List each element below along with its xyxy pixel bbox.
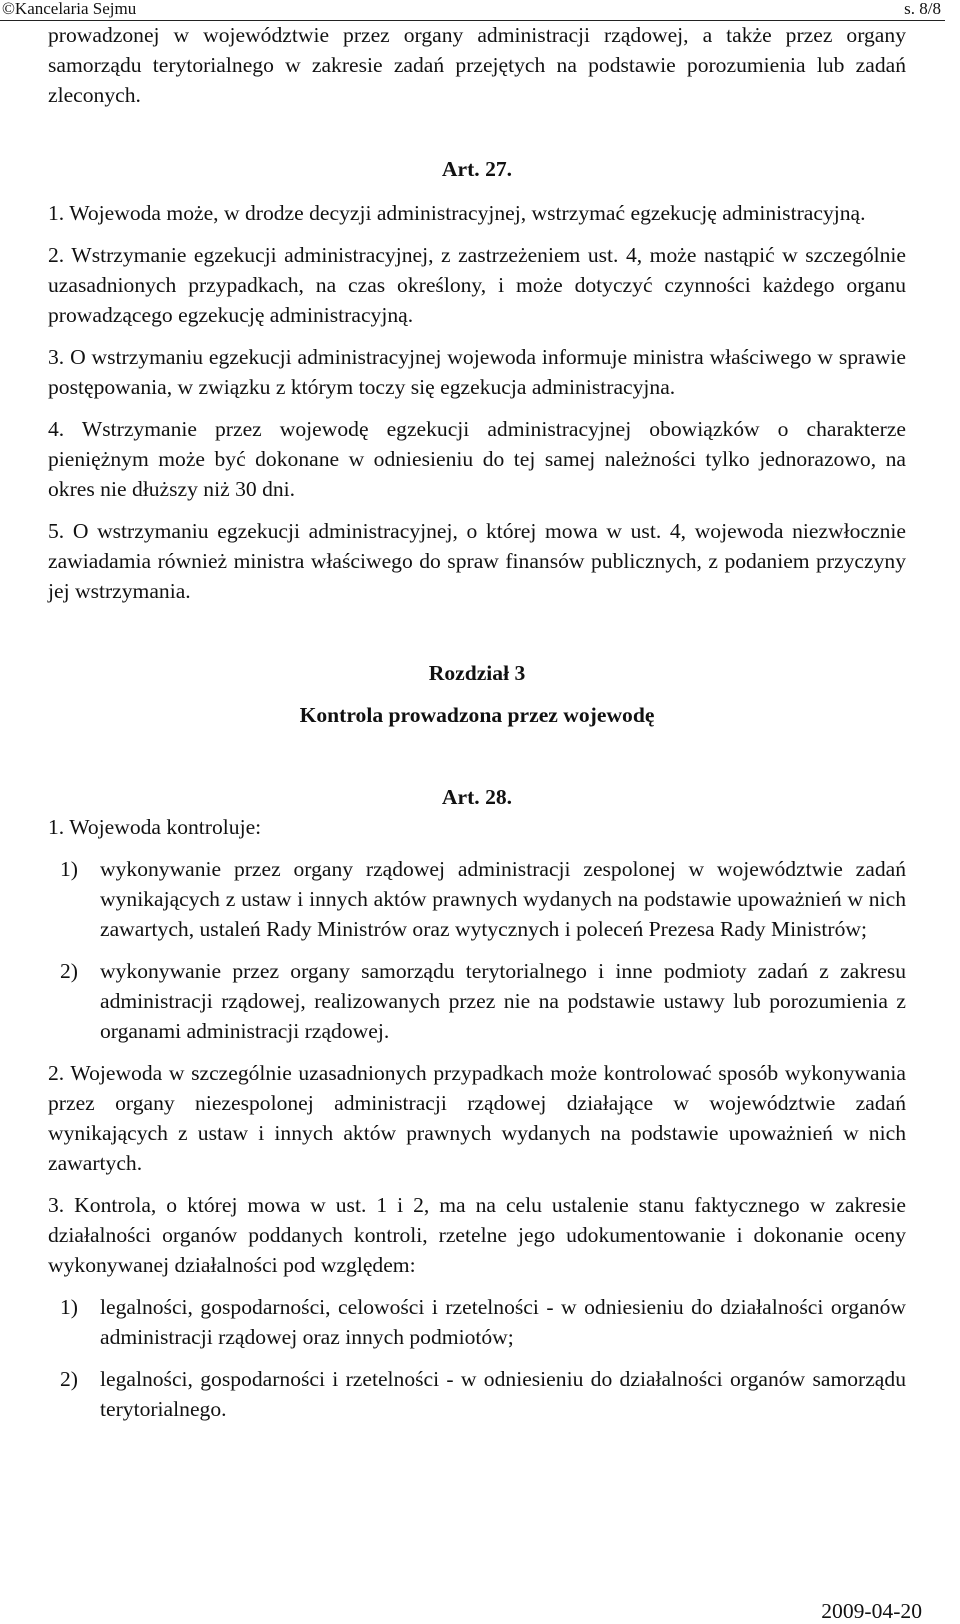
art27-par-4: 4. Wstrzymanie przez wojewodę egzekucji administracyjnej obowiązków o charakterze pieniężnym może być dokonane w odniesieniu do tej samej należności tylko jednorazowo, na okres nie dłuższy niż 30 dni. xyxy=(48,417,906,501)
list-item-text: wykonywanie przez organy samorządu terytorialnego i inne podmioty zadań z zakresu administracji rządowej, realizowanych przez nie na podstawie ustawy lub porozumienia z organami administracji rządowej. xyxy=(100,959,906,1043)
art27-par-1: 1. Wojewoda może, w drodze decyzji administracyjnej, wstrzymać egzekucję administracyjną. xyxy=(48,201,866,225)
list-item-text: wykonywanie przez organy rządowej administracji zespolonej w województwie zadań wynikających z ustaw i innych aktów prawnych wydanych na podstawie upoważnień w nich zawartych, ustaleń Rady Ministrów oraz wytycznych i poleceń Prezesa Rady Ministrów; xyxy=(100,857,906,941)
art28-par-2: 2. Wojewoda w szczególnie uzasadnionych przypadkach może kontrolować sposób wykonywania przez organy niezespolonej administracji rządowej działające w województwie zadań wynikających z ustaw i innych aktów prawnych wydanych na podstawie upoważnień w nich zawartych. xyxy=(48,1061,906,1175)
list-item xyxy=(60,1292,906,1352)
art27-par-2: 2. Wstrzymanie egzekucji administracyjnej, z zastrzeżeniem ust. 4, może nastąpić w szczególnie uzasadnionych przypadkach, na czas określony, i może dotyczyć czynności każdego organu prowadzącego egzekucję administracyjną. xyxy=(48,243,906,327)
intro-paragraph: prowadzonej w województwie przez organy administracji rządowej, a także przez organy samorządu terytorialnego w zakresie zadań przejętych na podstawie porozumienia lub zadań zleconych. xyxy=(48,23,906,107)
publisher-label: ©Kancelaria Sejmu xyxy=(2,0,137,18)
footer-date: 2009-04-20 xyxy=(821,1599,922,1623)
page-number: s. 8/8 xyxy=(904,0,941,18)
page-header xyxy=(0,0,960,20)
list-item-text: legalności, gospodarności, celowości i rzetelności - w odniesieniu do działalności organów administracji rządowej oraz innych podmiotów; xyxy=(100,1295,906,1349)
list-item xyxy=(60,854,906,944)
list-item-number: 1) xyxy=(60,857,78,881)
document-body xyxy=(48,20,906,1436)
chapter-title: Kontrola prowadzona przez wojewodę xyxy=(299,703,655,727)
art28-par-3-lead: 3. Kontrola, o której mowa w ust. 1 i 2, ma na celu ustalenie stanu faktycznego w zakresie działalności organów poddanych kontroli, rzetelne jego udokumentowanie i dokonanie oceny wykonywanej działalności pod względem: xyxy=(48,1193,906,1277)
art27-par-5: 5. O wstrzymaniu egzekucji administracyjnej, o której mowa w ust. 4, wojewoda niezwłocznie zawiadamia również ministra właściwego do spraw finansów publicznych, z podaniem przyczyny jej wstrzymania. xyxy=(48,519,906,603)
list-item-number: 2) xyxy=(60,1367,78,1391)
art28-par-1-lead: 1. Wojewoda kontroluje: xyxy=(48,815,262,839)
art27-par-3: 3. O wstrzymaniu egzekucji administracyjnej wojewoda informuje ministra właściwego w sprawie postępowania, w związku z którym toczy się egzekucja administracyjna. xyxy=(48,345,906,399)
article-27-title: Art. 27. xyxy=(441,157,513,181)
list-item xyxy=(60,1364,906,1424)
list-item-number: 1) xyxy=(60,1295,78,1319)
list-item-number: 2) xyxy=(60,959,78,983)
list-item-text: legalności, gospodarności i rzetelności - w odniesieniu do działalności organów samorządu terytorialnego. xyxy=(100,1367,906,1421)
article-28-title: Art. 28. xyxy=(441,785,513,809)
chapter-number: Rozdział 3 xyxy=(428,661,526,685)
list-item xyxy=(60,956,906,1046)
